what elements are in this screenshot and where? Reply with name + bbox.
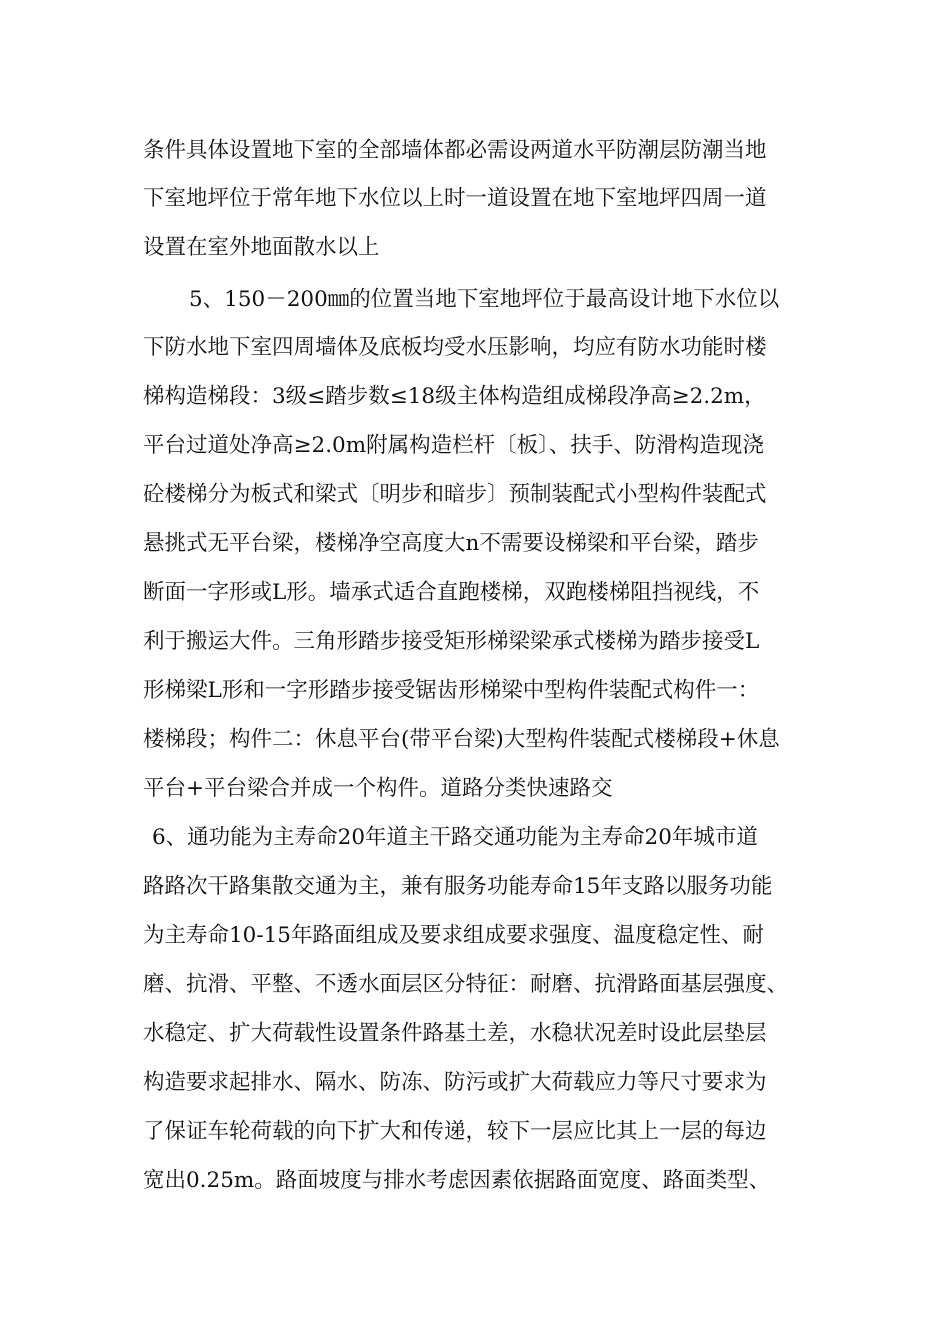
text-line: 平台过道处净高≥2.0m附属构造栏杆〔板〕、扶手、防滑构造现浇: [143, 433, 764, 458]
text-line: 为主寿命10-15年路面组成及要求组成要求强度、温度稳定性、耐: [143, 923, 764, 948]
text-line: 设置在室外地面散水以上: [143, 235, 380, 260]
text-line: 断面一字形或L形。墙承式适合直跑楼梯，双跑楼梯阻挡视线，不: [143, 580, 760, 605]
text-line: 条件具体设置地下室的全部墙体都必需设两道水平防潮层防潮当地: [143, 138, 767, 163]
text-line: 平台+平台梁合并成一个构件。道路分类快速路交: [143, 776, 613, 801]
text-line: 砼楼梯分为板式和梁式〔明步和暗步〕预制装配式小型构件装配式: [143, 482, 767, 507]
text-line: 路路次干路集散交通为主，兼有服务功能寿命15年支路以服务功能: [143, 874, 773, 899]
text-line: 楼梯段；构件二：休息平台(带平台梁)大型构件装配式楼梯段+休息: [143, 727, 780, 752]
text-line: 下防水地下室四周墙体及底板均受水压影响，均应有防水功能时楼: [143, 335, 767, 360]
text-line: 构造要求起排水、隔水、防冻、防污或扩大荷载应力等尺寸要求为: [143, 1070, 767, 1095]
paragraph-5-first-line: 5、150－200㎜的位置当地下室地坪位于最高设计地下水位以: [189, 287, 780, 312]
paragraph-6-first-line: 6、通功能为主寿命20年道主干路交通功能为主寿命20年城市道: [152, 825, 758, 850]
text-line: 利于搬运大件。三角形踏步接受矩形梯梁梁承式楼梯为踏步接受L: [143, 629, 760, 654]
text-line: 下室地坪位于常年地下水位以上时一道设置在地下室地坪四周一道: [143, 186, 767, 211]
text-line: 梯构造梯段：3级≤踏步数≤18级主体构造组成梯段净高≥2.2m，: [143, 384, 766, 409]
text-line: 水稳定、扩大荷载性设置条件路基土差，水稳状况差时设此层垫层: [143, 1021, 767, 1046]
text-line: 形梯梁L形和一字形踏步接受锯齿形梯梁中型构件装配式构件一：: [143, 678, 760, 703]
text-line: 了保证车轮荷载的向下扩大和传递，较下一层应比其上一层的每边: [143, 1119, 767, 1144]
text-line: 磨、抗滑、平整、不透水面层区分特征：耐磨、抗滑路面基层强度、: [143, 972, 789, 997]
text-line: 宽出0.25m。路面坡度与排水考虑因素依据路面宽度、路面类型、: [143, 1168, 771, 1193]
text-line: 悬挑式无平台梁，楼梯净空高度大n不需要设梯梁和平台梁，踏步: [143, 531, 759, 556]
